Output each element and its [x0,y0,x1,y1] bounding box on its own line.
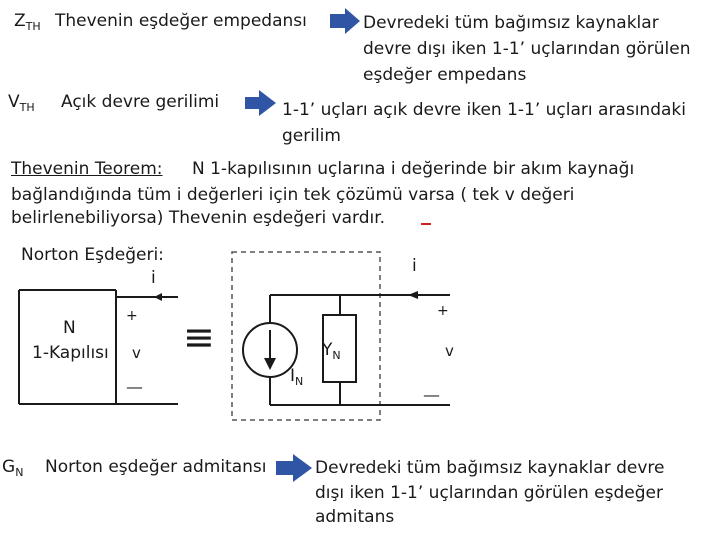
norton-heading: Norton Eşdeğeri: [21,245,164,265]
zth-desc-2: devre dışı iken 1-1’ uçlarından görülen [363,39,691,59]
right-minus-label: __ [424,379,439,397]
n-label: N [63,318,76,338]
gn-desc-2: dışı iken 1-1’ uçlarından görülen eşdeğer [315,483,663,503]
zth-desc-3: eşdeğer empedans [363,65,527,85]
left-minus-label: __ [127,371,142,389]
left-v-label: v [132,344,141,362]
norton-dashed-box [232,252,380,420]
gn-desc-1: Devredeki tüm bağımsız kaynaklar devre [315,458,665,478]
zth-text: Thevenin eşdeğer empedansı [55,11,307,31]
zth-term: $Z_{TH}$ [14,11,41,33]
arrow-vth [245,90,276,116]
theorem-line-2: bağlandığında tüm i değerleri için tek çözümü varsa ( tek v değeri [11,185,575,205]
right-current-label: i [412,256,417,276]
theorem-line-3: belirlenebiliyorsa) Thevenin eşdeğeri vardır. [11,208,386,228]
arrow-gn [276,454,312,482]
right-current-arrow [408,291,418,299]
n-current-arrow [154,293,162,301]
admittance-label: $Y_N$ [322,340,341,362]
arrow-zth [330,8,360,34]
port-label: 1-Kapılısı [32,343,109,363]
left-plus-label: + [126,308,138,324]
vth-text: Açık devre gerilimi [61,92,220,112]
vth-term: $V_{TH}$ [8,92,35,114]
vth-desc-2: gerilim [282,126,341,146]
gn-term: $G_N$ [2,457,24,479]
gn-desc-3: admitans [315,507,395,527]
theorem-title: Thevenin Teorem: [11,159,163,179]
theorem-line-1: N 1-kapılısının uçlarına i değerinde bir akım kaynağı [192,159,635,179]
equivalence-sign: ≡ [183,315,215,359]
left-current-label: i [151,268,156,288]
source-arrow-head [264,358,276,370]
vth-desc-1: 1-1’ uçları açık devre iken 1-1’ uçları arasındaki [282,100,686,120]
gn-text: Norton eşdeğer admitansı [45,457,267,477]
right-v-label: v [445,342,454,360]
zth-desc-1: Devredeki tüm bağımsız kaynaklar [363,13,659,33]
source-label: $I_N$ [290,366,304,388]
right-plus-label: + [437,303,449,319]
